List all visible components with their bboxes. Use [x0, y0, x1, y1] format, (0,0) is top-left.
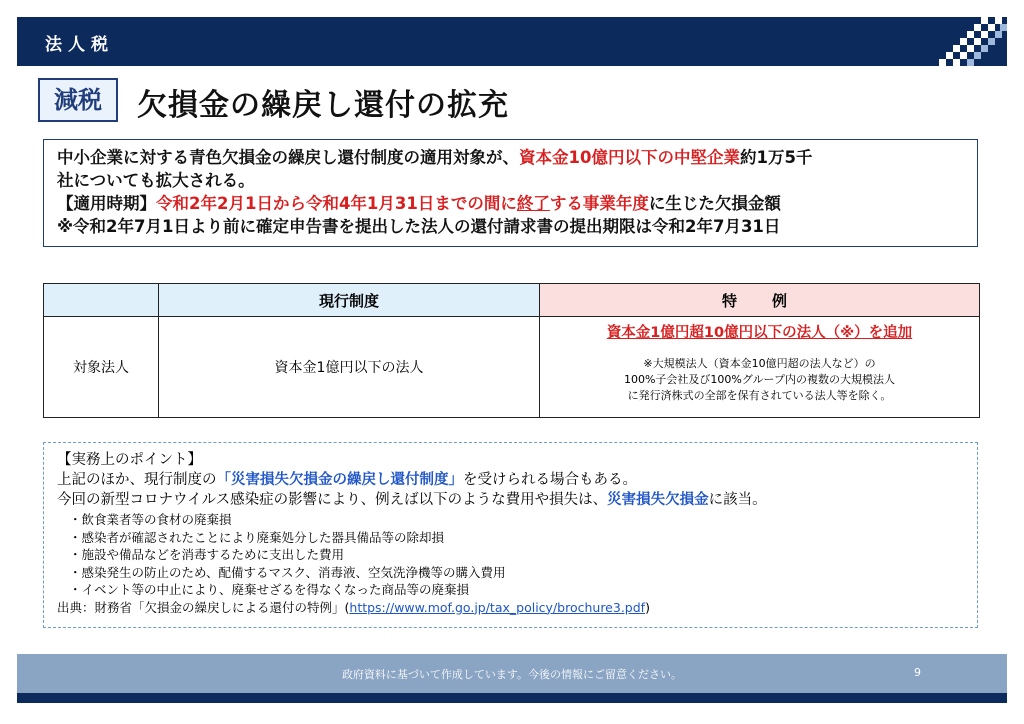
page-title: 欠損金の繰戻し還付の拡充 [137, 88, 509, 123]
source-citation: 出典：財務省「欠損金の繰戻しによる還付の特例」(https://www.mof.go.jp/tax_policy/brochure3.pdf) [57, 599, 650, 615]
special-case-note: ※大規模法人（資本金10億円超の法人など）の 100%子会社及び100%グループ内の複数の大規模法人 に発行済株式の全部を保有されている法人等を除く。 [623, 357, 895, 402]
header-bar [17, 17, 1007, 66]
special-case-cell [540, 317, 980, 418]
current-system-cell: 資本金1億円以下の法人 [159, 317, 540, 418]
checker-pattern-decoration [911, 17, 1007, 66]
table-header-current: 現行制度 [159, 284, 540, 317]
table-header-empty [44, 284, 159, 317]
summary-line: 中小企業に対する青色欠損金の繰戻し還付制度の適用対象が、資本金10億円以下の中堅企業約1万5千 [57, 148, 813, 167]
section-title: 法人税 [45, 35, 114, 55]
list-item: ・感染者が確認されたことにより廃棄処分した器具備品等の除却損 [69, 529, 445, 545]
points-heading: 【実務上のポイント】 [57, 452, 202, 468]
list-item: ・飲食業者等の食材の廃棄損 [69, 512, 232, 527]
source-link[interactable]: https://www.mof.go.jp/tax_policy/brochure3.pdf [349, 599, 646, 615]
table-header-special: 特 例 [540, 284, 980, 317]
list-item: ・施設や備品などを消毒するために支出した費用 [69, 547, 345, 562]
points-line: 上記のほか、現行制度の「災害損失欠損金の繰戻し還付制度」を受けられる場合もある。 [57, 472, 637, 488]
points-list [57, 511, 977, 599]
row-label: 対象法人 [44, 317, 159, 418]
summary-line: ※令和2年7月1日より前に確定申告書を提出した法人の還付請求書の提出期限は令和2年7月31日 [57, 217, 781, 236]
comparison-table [43, 283, 980, 418]
footer-band [17, 654, 1007, 693]
summary-line: 社についても拡大される。 [57, 171, 255, 190]
list-item: ・イベント等の中止により、廃棄せざるを得なくなった商品等の廃棄損 [69, 582, 470, 597]
table-row [44, 317, 980, 418]
special-case-heading: 資本金1億円超10億円以下の法人（※）を追加 [606, 325, 913, 341]
list-item: ・感染発生の防止のため、配備するマスク、消毒液、空気洗浄機等の購入費用 [69, 564, 506, 580]
points-line: 今回の新型コロナウイルス感染症の影響により、例えば以下のような費用や損失は、災害損失欠損金に該当。 [57, 492, 767, 508]
page-number: 9 [914, 666, 921, 679]
tax-cut-tag: 減税 [38, 78, 118, 122]
practical-points-box [43, 442, 978, 628]
table-header-row [44, 284, 980, 317]
summary-line: 【適用時期】令和2年2月1日から令和4年1月31日までの間に終了する事業年度に生じた欠損金額 [57, 194, 781, 213]
footer-disclaimer: 政府資料に基づいて作成しています。今後の情報にご留意ください。 [341, 668, 683, 681]
summary-box [43, 139, 978, 247]
footer-line [17, 693, 1007, 703]
